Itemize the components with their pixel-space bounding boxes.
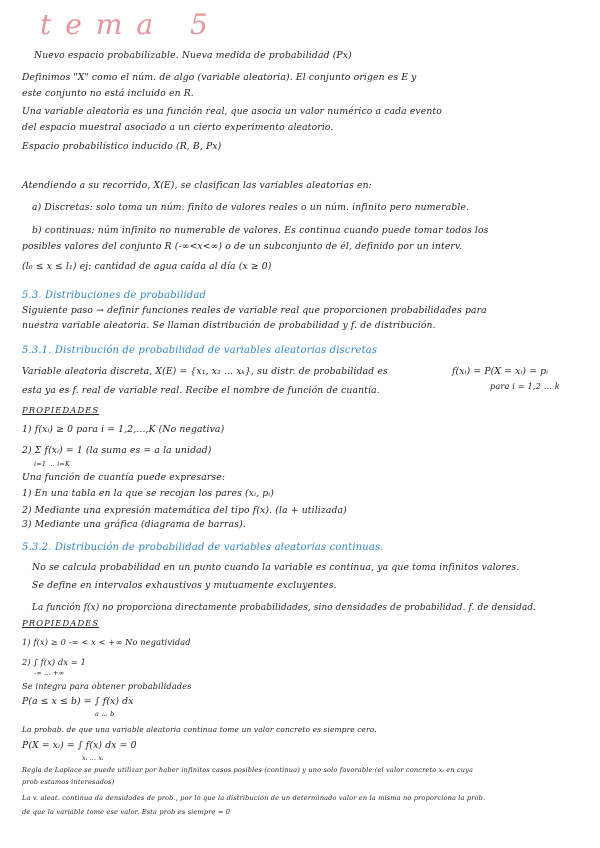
text-line: este conjunto no está incluido en R. [22, 88, 194, 99]
text-line: Siguiente paso → definir funciones reales de variable real que proporcionen probabilidades para [22, 305, 487, 316]
text-line: Atendiendo a su recorrido, X(E), se clasifican las variables aleatorias en: [22, 180, 372, 191]
text-line: Regla de Laplace se puede utilizar por haber infinitos casos posibles (continua) y uno solo favorable (el valor concreto xᵢ en cuya [22, 766, 474, 774]
formula-note: para i = 1,2 ... k [490, 381, 560, 391]
section-heading: 5.3.2. Distribución de probabilidad de variables aleatorias continuas. [22, 542, 384, 553]
integral-limits: a … b [95, 710, 115, 718]
list-item: 2) Mediante una expresión matemática del tipo f(x). (la + utilizada) [22, 505, 347, 516]
formula: f(xᵢ) = P(X = xᵢ) = pᵢ [452, 366, 549, 377]
text-line: No se calcula probabilidad en un punto cuando la variable es continua, ya que toma infinitos valores. [32, 562, 520, 573]
properties-heading: PROPIEDADES [22, 406, 100, 416]
property-item: 1) f(x) ≥ 0 -∞ < x < +∞ No negatividad [22, 637, 191, 647]
formula: P(X = xᵢ) = ∫ f(x) dx = 0 [22, 740, 137, 751]
text-line: de que la variable tome ese valor. Esta prob es siempre = 0 [22, 808, 231, 816]
text-line: Una función de cuantía puede expresarse: [22, 472, 226, 483]
text-line: posibles valores del conjunto R (-∞<x<∞) o de un subconjunto de él, definido por un interv. [22, 241, 463, 252]
text-line: Variable aleatoria discreta, X(E) = {x₁, x₂ ... xₖ}, su distr. de probabilidad es [22, 366, 388, 377]
text-line: nuestra variable aleatoria. Se llaman distribución de probabilidad y f. de distribución. [22, 320, 436, 331]
property-item: 1) f(xᵢ) ≥ 0 para i = 1,2,...,K (No negativa) [22, 424, 225, 435]
integral-limits: xᵢ … xᵢ [82, 754, 104, 762]
text-line: La v. aleat. continua da densidades de prob., por lo que la distribución de un determinado valor en la misma no proporciona la prob. [22, 794, 486, 802]
property-item: 2) Σ f(xᵢ) = 1 (la suma es = a la unidad) [22, 445, 212, 456]
text-line: Espacio probabilístico inducido (R, B, Px) [22, 141, 222, 152]
formula: P(a ≤ x ≤ b) = ∫ f(x) dx [22, 696, 134, 707]
text-line: esta ya es f. real de variable real. Recibe el nombre de función de cuantía. [22, 385, 380, 396]
list-item: a) Discretas: solo toma un núm. finito de valores reales o un núm. infinito pero numerable. [32, 202, 470, 213]
text-line: (l₀ ≤ x ≤ l₁) ej: cantidad de agua caída al día (x ≥ 0) [22, 261, 272, 272]
integral-limits: -∞ … +∞ [34, 669, 65, 677]
text-line: Definimos "X" como el núm. de algo (variable aleatoria). El conjunto origen es E y [22, 72, 417, 83]
list-item: 1) En una tabla en la que se recojan los pares (xᵢ, pᵢ) [22, 488, 274, 499]
page-title: tema 5 [40, 8, 222, 41]
text-line: prob estamos interesados) [22, 778, 115, 786]
text-line: La función f(x) no proporciona directamente probabilidades, sino densidades de probabilidad. f. de densidad. [32, 603, 537, 613]
subtitle-line: Nuevo espacio probabilizable. Nueva medida de probabilidad (Px) [34, 50, 352, 61]
property-item: 2) ∫ f(x) dx = 1 [22, 657, 87, 667]
section-heading: 5.3.1. Distribución de probabilidad de variables aleatorias discretas [22, 345, 378, 356]
text-line: del espacio muestral asociado a un cierto experimento aleatorio. [22, 122, 334, 133]
text-line: Una variable aleatoria es una función real, que asocia un valor numérico a cada evento [22, 106, 442, 117]
summation-limits: i=1 … i=K [34, 460, 71, 468]
text-line: Se define en intervalos exhaustivos y mutuamente excluyentes. [32, 580, 337, 591]
properties-heading: PROPIEDADES [22, 619, 100, 629]
list-item: b) continuas: núm infinito no numerable de valores. Es continua cuando puede tomar todos los [32, 225, 489, 236]
text-line: Se integra para obtener probabilidades [22, 681, 192, 691]
text-line: La probab. de que una variable aleatoria continua tome un valor concreto es siempre cero. [22, 725, 377, 734]
section-heading: 5.3. Distribuciones de probabilidad [22, 290, 207, 301]
list-item: 3) Mediante una gráfica (diagrama de barras). [22, 519, 246, 530]
